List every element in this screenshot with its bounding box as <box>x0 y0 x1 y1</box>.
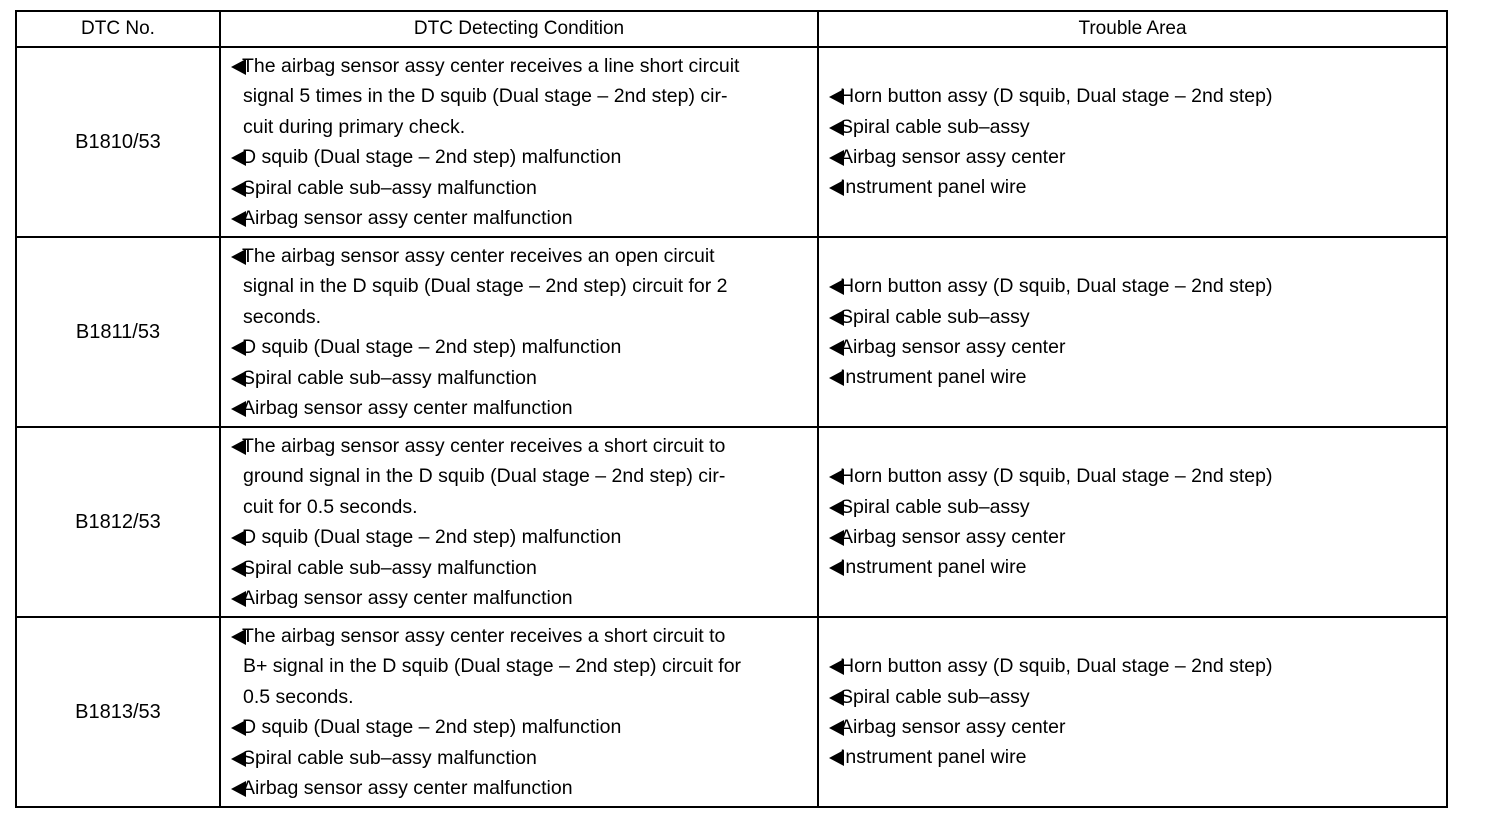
bullet-arrow-icon <box>829 659 844 675</box>
trouble-area-cell <box>818 427 1447 617</box>
condition-bullet-item <box>231 553 809 583</box>
condition-bullet-item <box>231 743 809 773</box>
condition-bullet-item <box>231 583 809 613</box>
condition-text: The airbag sensor assy center receives a short circuit to <box>242 625 726 647</box>
detecting-condition-cell <box>220 237 818 427</box>
condition-text: seconds. <box>243 305 322 328</box>
trouble-area-item <box>829 271 1438 301</box>
bullet-arrow-icon <box>829 279 844 295</box>
condition-bullet-item <box>231 203 809 233</box>
trouble-area-item <box>829 742 1438 772</box>
condition-text: B+ signal in the D squib (Dual stage – 2nd step) circuit for <box>243 655 742 678</box>
bullet-arrow-icon <box>829 120 844 136</box>
bullet-arrow-icon <box>829 560 844 576</box>
trouble-area-text: Horn button assy (D squib, Dual stage – 2nd step) <box>840 275 1273 298</box>
bullet-arrow-icon <box>231 781 246 797</box>
trouble-area-item <box>829 682 1438 712</box>
condition-bullet-item <box>231 621 809 651</box>
table-row <box>16 237 1447 427</box>
trouble-area-text: Spiral cable sub–assy <box>840 495 1030 518</box>
trouble-area-item <box>829 492 1438 522</box>
trouble-area-item <box>829 362 1438 392</box>
dtc-code: B1813/53 <box>16 617 220 807</box>
trouble-area-item <box>829 552 1438 582</box>
bullet-arrow-icon <box>829 150 844 166</box>
condition-text: Spiral cable sub–assy malfunction <box>242 746 537 769</box>
condition-continuation <box>231 271 809 301</box>
condition-continuation <box>231 112 809 142</box>
condition-text: Spiral cable sub–assy malfunction <box>242 176 537 199</box>
condition-continuation <box>231 461 809 491</box>
condition-text: Airbag sensor assy center malfunction <box>242 587 573 610</box>
condition-bullet-item <box>231 173 809 203</box>
condition-text: Airbag sensor assy center malfunction <box>242 777 573 800</box>
header-row <box>16 11 1447 47</box>
trouble-area-text: Horn button assy (D squib, Dual stage – 2nd step) <box>840 655 1273 678</box>
condition-bullet-item <box>231 241 809 271</box>
trouble-area-text: Airbag sensor assy center <box>840 716 1066 738</box>
trouble-area-text: Airbag sensor assy center <box>840 526 1066 548</box>
condition-text: Spiral cable sub–assy malfunction <box>242 366 537 389</box>
condition-text: Airbag sensor assy center malfunction <box>242 397 573 420</box>
condition-bullet-item <box>231 142 809 172</box>
trouble-area-item <box>829 81 1438 111</box>
trouble-area-item <box>829 112 1438 142</box>
table-row <box>16 427 1447 617</box>
condition-bullet-item <box>231 393 809 423</box>
condition-text: The airbag sensor assy center receives a line short circuit <box>242 55 740 77</box>
bullet-arrow-icon <box>829 340 844 356</box>
bullet-arrow-icon <box>231 401 246 417</box>
dtc-table <box>15 10 1448 808</box>
trouble-area-item <box>829 651 1438 681</box>
detecting-condition-cell <box>220 47 818 237</box>
condition-text: D squib (Dual stage – 2nd step) malfunction <box>242 146 622 169</box>
condition-text: signal in the D squib (Dual stage – 2nd step) circuit for 2 <box>243 275 728 298</box>
bullet-arrow-icon <box>829 370 844 386</box>
condition-bullet-item <box>231 773 809 803</box>
trouble-area-item <box>829 302 1438 332</box>
condition-text: Spiral cable sub–assy malfunction <box>242 556 537 579</box>
condition-text: ground signal in the D squib (Dual stage – 2nd step) cir- <box>243 465 726 488</box>
bullet-arrow-icon <box>231 629 246 645</box>
condition-continuation <box>231 302 809 332</box>
condition-bullet-item <box>231 51 809 81</box>
trouble-area-cell <box>818 237 1447 427</box>
trouble-area-text: Instrument panel wire <box>840 176 1027 199</box>
bullet-arrow-icon <box>231 249 246 265</box>
bullet-arrow-icon <box>231 439 246 455</box>
condition-bullet-item <box>231 712 809 742</box>
bullet-arrow-icon <box>231 181 246 197</box>
condition-text: D squib (Dual stage – 2nd step) malfunction <box>242 336 622 359</box>
bullet-arrow-icon <box>231 591 246 607</box>
bullet-arrow-icon <box>829 89 844 105</box>
condition-text: D squib (Dual stage – 2nd step) malfunction <box>242 716 622 739</box>
bullet-arrow-icon <box>231 530 246 546</box>
condition-bullet-item <box>231 363 809 393</box>
condition-bullet-item <box>231 332 809 362</box>
condition-text: cuit during primary check. <box>243 115 466 138</box>
condition-continuation <box>231 81 809 111</box>
bullet-arrow-icon <box>829 500 844 516</box>
bullet-arrow-icon <box>829 750 844 766</box>
trouble-area-item <box>829 172 1438 202</box>
trouble-area-text: Instrument panel wire <box>840 556 1027 579</box>
dtc-code: B1810/53 <box>16 47 220 237</box>
condition-continuation <box>231 492 809 522</box>
bullet-arrow-icon <box>231 561 246 577</box>
trouble-area-text: Spiral cable sub–assy <box>840 115 1030 138</box>
header-detecting-condition: DTC Detecting Condition <box>220 11 818 47</box>
bullet-arrow-icon <box>829 530 844 546</box>
condition-continuation <box>231 682 809 712</box>
dtc-code: B1811/53 <box>16 237 220 427</box>
bullet-arrow-icon <box>231 59 246 75</box>
condition-bullet-item <box>231 522 809 552</box>
trouble-area-text: Spiral cable sub–assy <box>840 685 1030 708</box>
trouble-area-text: Airbag sensor assy center <box>840 336 1066 358</box>
trouble-area-item <box>829 142 1438 172</box>
table-row <box>16 617 1447 807</box>
bullet-arrow-icon <box>231 150 246 166</box>
condition-continuation <box>231 651 809 681</box>
header-dtc-no: DTC No. <box>16 11 220 47</box>
bullet-arrow-icon <box>829 469 844 485</box>
condition-text: signal 5 times in the D squib (Dual stage – 2nd step) cir- <box>243 85 728 108</box>
bullet-arrow-icon <box>231 720 246 736</box>
header-trouble-area: Trouble Area <box>818 11 1447 47</box>
condition-text: cuit for 0.5 seconds. <box>243 495 418 518</box>
trouble-area-item <box>829 712 1438 742</box>
trouble-area-text: Horn button assy (D squib, Dual stage – 2nd step) <box>840 465 1273 488</box>
bullet-arrow-icon <box>231 211 246 227</box>
table-header <box>16 11 1447 47</box>
bullet-arrow-icon <box>829 310 844 326</box>
bullet-arrow-icon <box>829 180 844 196</box>
condition-text: Airbag sensor assy center malfunction <box>242 207 573 230</box>
table-row <box>16 47 1447 237</box>
condition-text: The airbag sensor assy center receives an open circuit <box>242 245 715 267</box>
bullet-arrow-icon <box>829 690 844 706</box>
trouble-area-item <box>829 522 1438 552</box>
trouble-area-text: Instrument panel wire <box>840 746 1027 769</box>
condition-text: D squib (Dual stage – 2nd step) malfunction <box>242 526 622 549</box>
condition-text: 0.5 seconds. <box>243 685 354 708</box>
trouble-area-cell <box>818 47 1447 237</box>
trouble-area-text: Airbag sensor assy center <box>840 146 1066 168</box>
detecting-condition-cell <box>220 617 818 807</box>
bullet-arrow-icon <box>231 340 246 356</box>
trouble-area-text: Spiral cable sub–assy <box>840 305 1030 328</box>
condition-text: The airbag sensor assy center receives a short circuit to <box>242 435 726 457</box>
condition-bullet-item <box>231 431 809 461</box>
trouble-area-text: Instrument panel wire <box>840 366 1027 389</box>
table-body <box>16 47 1447 807</box>
trouble-area-item <box>829 461 1438 491</box>
bullet-arrow-icon <box>231 371 246 387</box>
bullet-arrow-icon <box>231 751 246 767</box>
trouble-area-text: Horn button assy (D squib, Dual stage – 2nd step) <box>840 85 1273 108</box>
trouble-area-cell <box>818 617 1447 807</box>
trouble-area-item <box>829 332 1438 362</box>
dtc-code: B1812/53 <box>16 427 220 617</box>
detecting-condition-cell <box>220 427 818 617</box>
bullet-arrow-icon <box>829 720 844 736</box>
